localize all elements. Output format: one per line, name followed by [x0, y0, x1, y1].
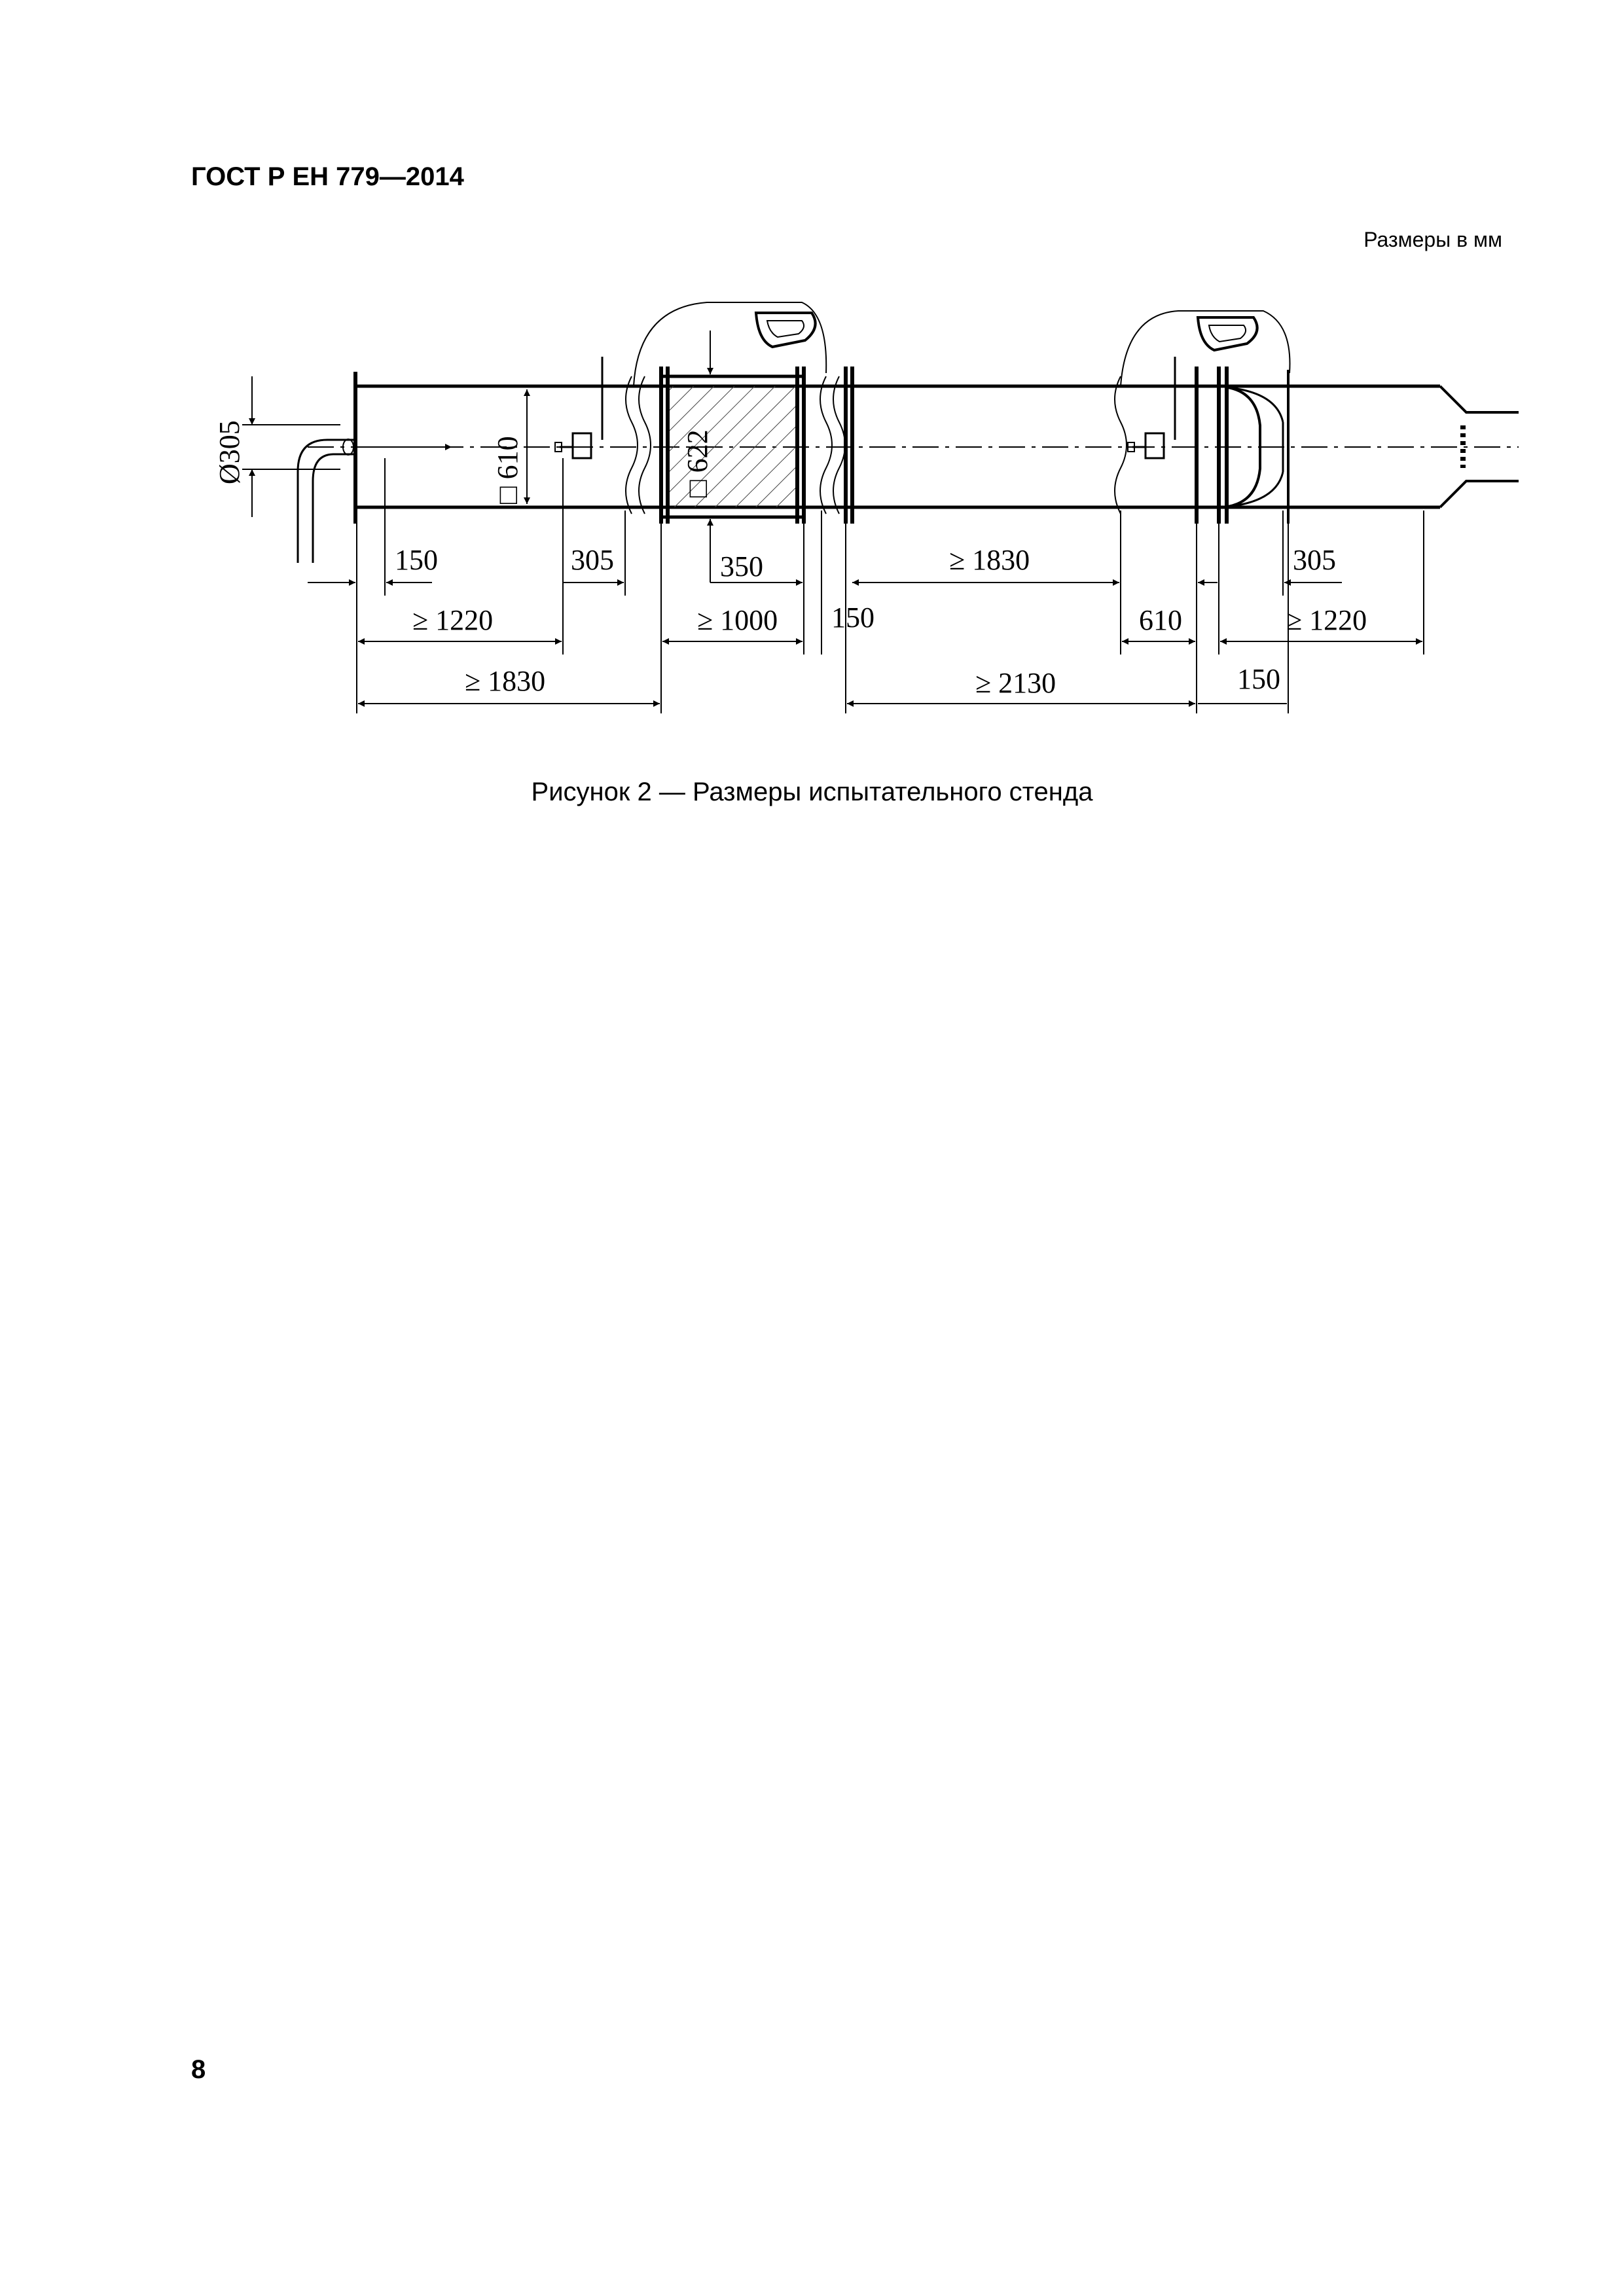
dim-1830-mid: ≥ 1830 — [949, 544, 1030, 576]
units-note: Размеры в мм — [1363, 228, 1502, 251]
duct-section-label: □ 610 — [492, 436, 524, 504]
dim-2130: ≥ 2130 — [975, 667, 1056, 699]
standard-header: ГОСТ Р ЕН 779—2014 — [191, 162, 464, 191]
dim-150-left: 150 — [395, 544, 438, 576]
dim-305-left: 305 — [571, 544, 614, 576]
dim-610: 610 — [1139, 604, 1182, 636]
dim-1000: ≥ 1000 — [697, 604, 778, 636]
figure-caption: Рисунок 2 — Размеры испытательного стенда — [531, 778, 1093, 806]
page-number: 8 — [191, 2055, 206, 2084]
dim-305-right: 305 — [1293, 544, 1336, 576]
filter-section-label: □ 622 — [681, 429, 713, 497]
inlet-diameter-label: Ø305 — [213, 420, 245, 484]
duct-body — [242, 302, 1519, 713]
dim-150-mid: 150 — [831, 601, 875, 634]
dim-1220-right: ≥ 1220 — [1286, 604, 1367, 636]
dim-150-right: 150 — [1237, 663, 1280, 695]
dim-1830-bottom: ≥ 1830 — [465, 665, 546, 697]
dim-350: 350 — [720, 550, 763, 583]
dim-1220-left: ≥ 1220 — [412, 604, 494, 636]
